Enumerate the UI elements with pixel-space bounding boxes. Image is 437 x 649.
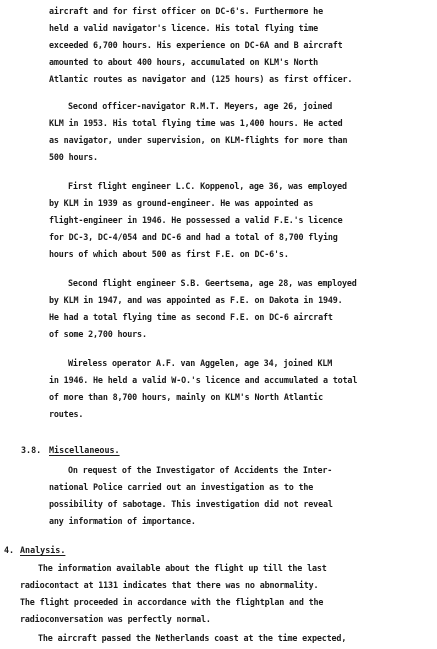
text-line: On request of the Investigator of Accidents the Inter- (68, 465, 333, 475)
text-line: aircraft and for first officer on DC-6's. Furthermore he (49, 6, 323, 16)
text-line: amounted to about 400 hours, accumulated on KLM's North (49, 57, 319, 67)
text-line: of some 2,700 hours. (49, 329, 147, 339)
text-line: for DC-3, DC-4/054 and DC-6 and had a total of 8,700 flying (49, 232, 338, 242)
text-line: hours of which about 500 as first F.E. on DC-6's. (49, 249, 289, 259)
text-line: held a valid navigator's licence. His total flying time (49, 23, 319, 33)
text-line: possibility of sabotage. This investigation did not reveal (49, 499, 333, 509)
text-line: flight-engineer in 1946. He possessed a valid F.E.'s licence (49, 215, 343, 225)
section-number: 3.8. (21, 445, 42, 455)
text-line: national Police carried out an investigation as to the (49, 482, 314, 492)
text-line: Second officer-navigator R.M.T. Meyers, age 26, joined (68, 101, 333, 111)
text-line: as navigator, under supervision, on KLM-flights for more than (49, 135, 348, 145)
text-line: KLM in 1953. His total flying time was 1,400 hours. He acted (49, 118, 343, 128)
text-line: of more than 8,700 hours, mainly on KLM's North Atlantic (49, 392, 323, 402)
section-number: 4. (4, 545, 15, 555)
text-line: He had a total flying time as second F.E. on DC-6 aircraft (49, 312, 333, 322)
text-line: exceeded 6,700 hours. His experience on DC-6A and B aircraft (49, 40, 343, 50)
text-line: First flight engineer L.C. Koppenol, age 36, was employed (68, 181, 347, 191)
text-line: Wireless operator A.F. van Aggelen, age 34, joined KLM (68, 358, 333, 368)
section-title: Analysis. (20, 545, 66, 555)
text-line: radioconversation was perfectly normal. (20, 614, 211, 624)
text-line: by KLM in 1939 as ground-engineer. He was appointed as (49, 198, 314, 208)
text-line: in 1946. He held a valid W-O.'s licence and accumulated a total (49, 375, 358, 385)
text-line: The aircraft passed the Netherlands coast at the time expected, (38, 633, 347, 643)
text-line: Second flight engineer S.B. Geertsema, age 28, was employed (68, 278, 357, 288)
section-title: Miscellaneous. (49, 445, 120, 455)
text-line: by KLM in 1947, and was appointed as F.E. on Dakota in 1949. (49, 295, 343, 305)
text-line: routes. (49, 409, 84, 419)
text-line: 500 hours. (49, 152, 98, 162)
text-line: The information available about the flight up till the last (38, 563, 327, 573)
text-line: any information of importance. (49, 516, 196, 526)
text-line: radiocontact at 1131 indicates that there was no abnormality. (20, 580, 319, 590)
text-line: Atlantic routes as navigator and (125 hours) as first officer. (49, 74, 353, 84)
text-line: The flight proceeded in accordance with the flightplan and the (20, 597, 324, 607)
